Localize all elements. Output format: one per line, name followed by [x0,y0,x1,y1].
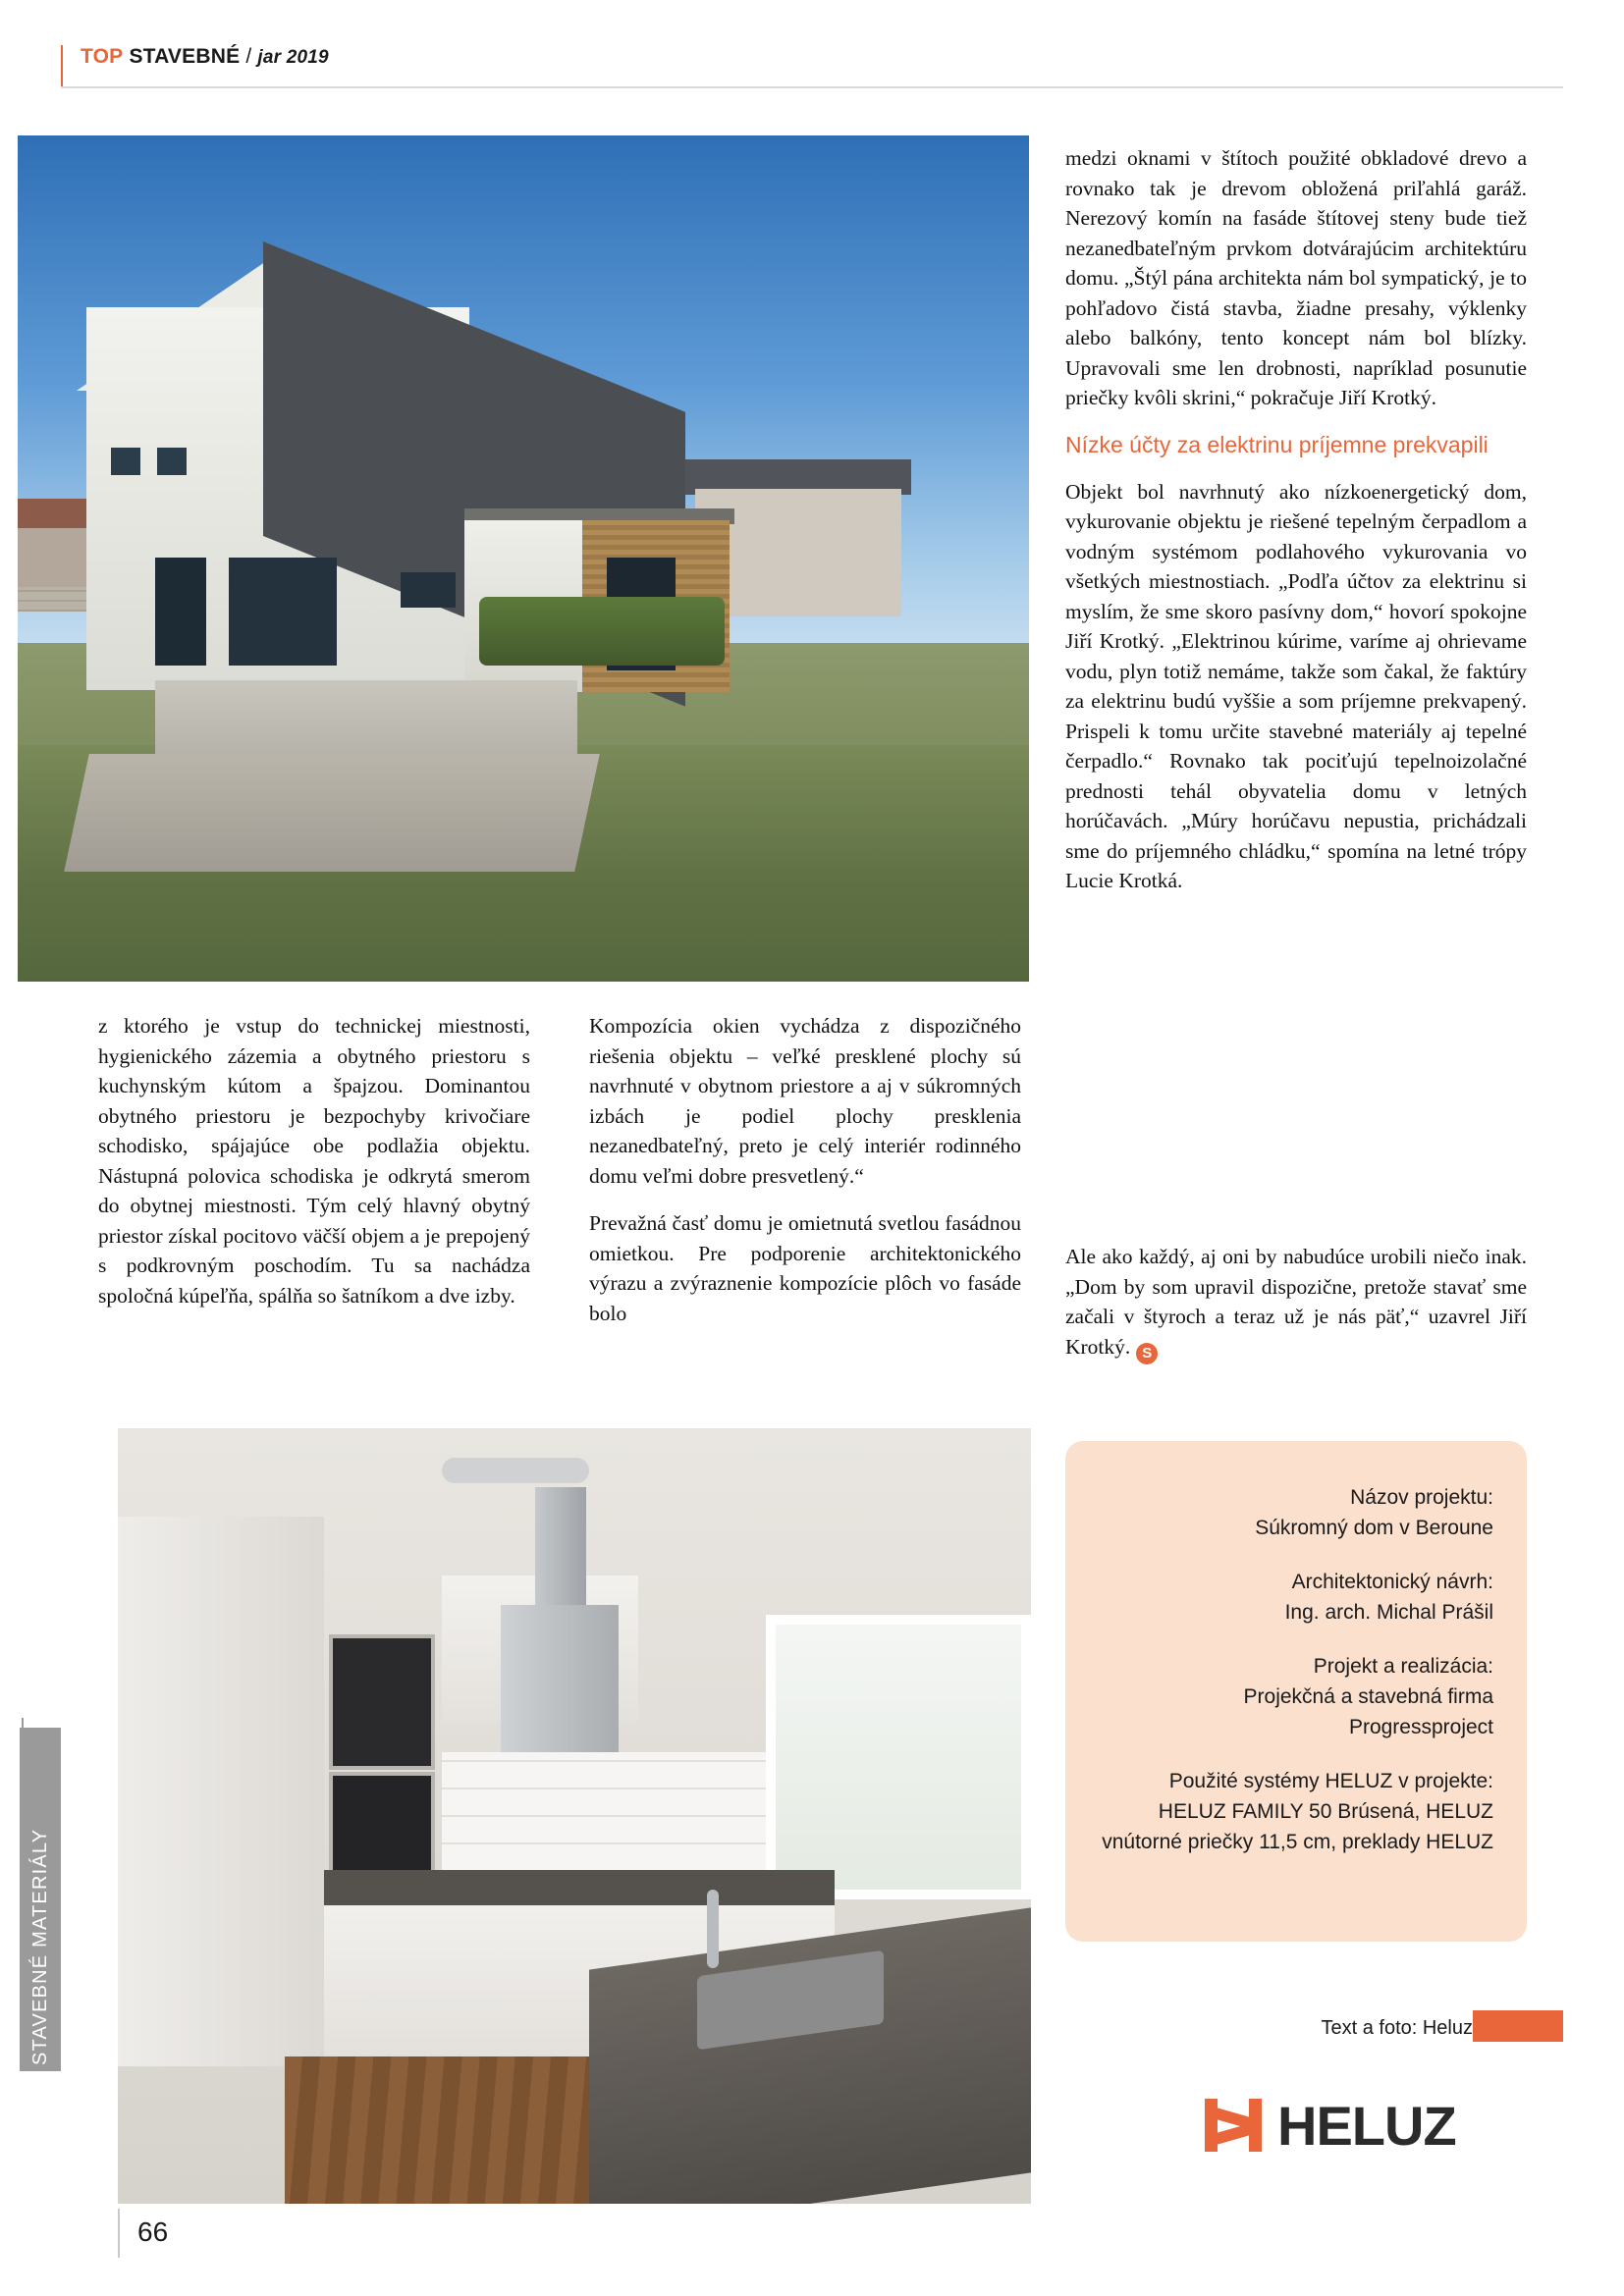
bottom-left-paragraph-1: z ktorého je vstup do technickej miestnosti, hygienického zázemia a obytného priestoru s kuchynským kútom a špajzou. Dominantou obytného priestoru je bezpochyby krivočiare schodisko, spájajúce obe podlažia objektu. Nástupná polovica schodiska je odkrytá smerom do obytnej miestnosti. Tým celý hlavný obytný priestor získal pocitovo väčší objem a je prepojený s podkrovným poschodím. Tu sa nachádza spoločná kúpeľňa, spálňa so šatníkom a dve izby. [98,1014,530,1308]
info-label-realization: Projekt a realizácia: [1313,1655,1493,1678]
info-value-architecture: Ing. arch. Michal Prášil [1284,1601,1493,1624]
heluz-logo-icon [1203,2095,1264,2156]
info-value-realization: Projekčná a stavebná firma Progressproject [1243,1685,1493,1738]
window-large [229,558,337,666]
project-info-box [1065,1441,1527,1942]
header-brand [81,45,329,69]
faucet [707,1890,719,1968]
info-group-project-name [1099,1482,1493,1543]
tile-backsplash [442,1752,766,1870]
info-label-project-name: Názov projektu: [1350,1486,1493,1509]
page-header [0,0,1624,98]
kitchen-window [766,1615,1031,1899]
section-tab-label-wrap [20,1728,61,2071]
heluz-logo-text: HELUZ [1277,2094,1456,2157]
article-right-column-lower [1065,1242,1527,1382]
bottom-middle-paragraph-2: Prevažná časť domu je omietnutá svetlou fasádnou omietkou. Pre podporenie architektonického výrazu a zvýraznenie kompozície plôch vo fasáde bolo [589,1211,1021,1325]
article-bottom-middle-column [589,1011,1021,1346]
tall-cabinets [118,1517,324,2066]
built-in-oven [329,1634,435,1770]
exterior-photo [18,135,1029,982]
countertop [324,1870,835,1905]
kitchen-photo [118,1428,1031,2204]
extractor-hood [501,1605,619,1752]
footer-divider [118,2209,120,2258]
header-accent-tick [61,45,63,88]
right-paragraph-1: medzi oknami v štítoch použité obkladové drevo a rovnako tak je drevom obložená priľahlá garáž. Nerezový komín na fasáde štítovej steny bude tiež nezanedbateľným prvkom dotvárajúcim architektúru domu. „Štýl pána architekta nám bol sympatický, je to pohľadovo čistá stavba, žiadne presahy, výklenky alebo balkóny, tento koncept nám bol blízky. Upravovali sme len drobnosti, napríklad posunutie priečky kvôli skrini,“ pokračuje Jiří Krotký. [1065,146,1527,409]
right-paragraph-3-text: Ale ako každý, aj oni by nabudúce urobili niečo inak. „Dom by som upravil dispozične, pretože stavať sme začali v štyroch a teraz už je nás päť,“ uzavrel Jiří Krotký. [1065,1245,1527,1359]
garden-path [64,754,600,872]
info-label-systems: Použité systémy HELUZ v projekte: [1168,1770,1493,1792]
info-group-systems [1099,1766,1493,1857]
page-number: 66 [137,2216,169,2247]
gable-window-right [157,448,187,475]
brand-main: STAVEBNÉ [129,45,241,68]
section-subheading: Nízke účty za elektrinu príjemne prekvapili [1065,431,1489,457]
brand-top: TOP [81,45,124,68]
photo-credit: Text a foto: Heluz [1321,2017,1473,2039]
right-paragraph-2: Objekt bol navrhnutý ako nízkoenergetický dom, vykurovanie objektu je riešené tepelným čerpadlom a vodným systémom podlahového vykurovania vo všetkých miestnostiach. „Podľa účtov za elektrinu si myslím, že sme skoro pasívny dom,“ hovorí spokojne Jiří Krotký. „Elektrinou kúrime, varíme aj ohrievame vodu, plyn totiž nemáme, takže som čakal, že faktúry za elektrinu budú vyššie a som príjemne prekvapený. Prispeli k tomu určite stavebné materiály aj tepelné čerpadlo.“ Rovnako tak pociťujú tepelnoizolačné prednosti tehál obyvatelia domu v letných horúčavách. „Múry horúčavu nepustia, prichádzali sme do príjemného chládku,“ spomína na letné trópy Lucie Krotká. [1065,479,1527,892]
info-value-systems: HELUZ FAMILY 50 Brúsená, HELUZ vnútorné priečky 11,5 cm, preklady HELUZ [1102,1800,1493,1853]
hedge [479,597,725,666]
ceiling-lamp [442,1458,589,1483]
article-right-column [1065,143,1527,914]
credit-accent-bar [1473,2010,1563,2042]
window-small [401,572,456,608]
issue-label: jar 2019 [257,47,329,68]
section-tab [20,1728,61,2071]
article-bottom-left-column [98,1011,530,1328]
brand-slash: / [240,45,258,68]
info-group-architecture [1099,1567,1493,1628]
window-tall-left [155,558,206,666]
bottom-middle-paragraph-1: Kompozícia okien vychádza z dispozičného riešenia objektu – veľké presklené plochy sú navrhnuté v obytnom priestore a aj v súkromných izbách je podiel plochy presklenia nezanedbateľný, preto je celý interiér rodinného domu veľmi dobre presvetlený.“ [589,1014,1021,1188]
gable-window-left [111,448,140,475]
info-value-project-name: Súkromný dom v Beroune [1255,1517,1493,1539]
right-paragraph-3 [1065,1242,1527,1364]
header-divider [61,86,1563,88]
end-mark-icon: S [1136,1343,1158,1364]
section-tab-label: STAVEBNÉ MATERIÁLY [28,1828,51,2065]
hood-chimney [535,1487,586,1615]
info-group-realization [1099,1651,1493,1742]
info-label-architecture: Architektonický návrh: [1291,1571,1493,1593]
heluz-logo [1203,2091,1527,2160]
